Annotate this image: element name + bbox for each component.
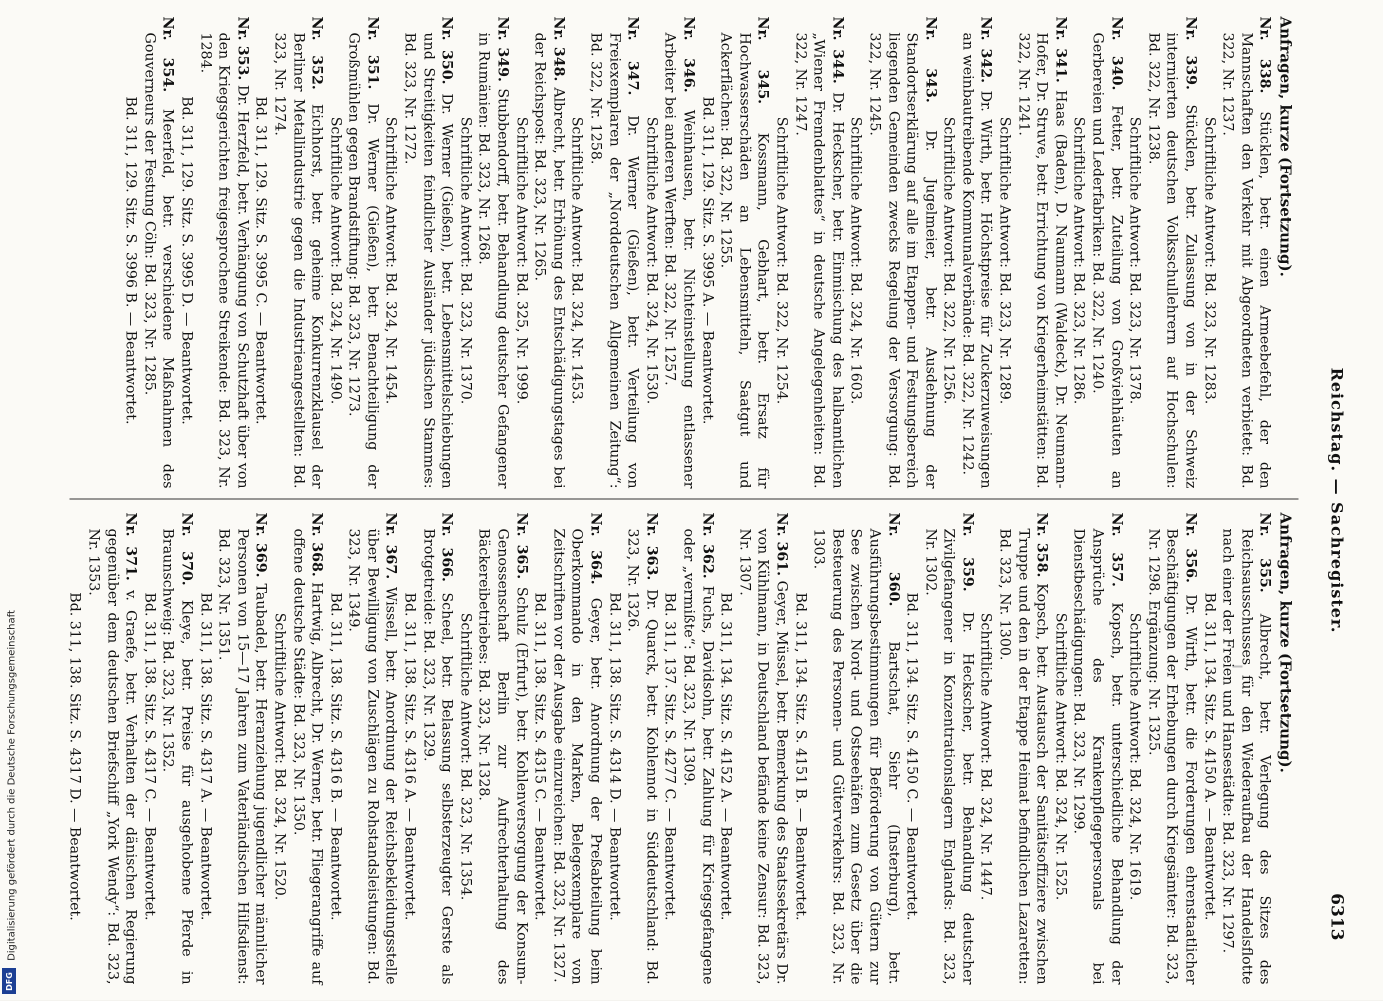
entry-list <box>65 513 1274 985</box>
entry-number: Nr. 369. <box>252 512 269 578</box>
list-item <box>567 17 641 489</box>
entry-number: Nr. 357. <box>1108 512 1125 587</box>
list-item <box>698 17 772 489</box>
list-item <box>939 17 995 489</box>
list-item <box>605 513 661 985</box>
entry-answer: Bd. 311, 129. Sitz. S. 3995 D. — Beantwortet. <box>178 96 195 425</box>
list-item <box>456 17 512 489</box>
entry-number: Nr. 365. <box>513 512 530 580</box>
digitization-note <box>2 590 18 990</box>
digitization-text: Digitalisierung gefördert durch die Deutsche Forschungsgemeinschaft <box>6 610 18 961</box>
entry-number: Nr. 341. <box>1052 16 1069 83</box>
running-title: Reichstag. — Sachregister. <box>1327 367 1347 634</box>
entry-text: Schulz (Erfurt), betr. Kohlenversorgung der Konsum-Genossenschaft Berlin zur Aufrechterhaltung des Bäckereibetriebes: Bd. 323, Nr. 1328. <box>475 528 530 985</box>
entry-number: Nr. 344. <box>829 16 846 84</box>
list-item <box>512 17 568 489</box>
entry-text: Dr. Werner (Gießen), betr. Benachteiligung der Großmühlen gegen Brandstiftung: Bd. 323, Nr. 1273. <box>345 32 381 489</box>
entry-text: Haas (Baden), D. Naumann (Waldeck), Dr. Neumann-Hofer, Dr. Struve, betr. Errichtung von Kriegerheimstätten: Bd. 322, Nr. 1241. <box>1015 32 1069 489</box>
entry-number: Nr. 349. <box>494 16 511 82</box>
entry-answer: Bd. 311, 134. Sitz. S. 4150 C. — Beantwortet. <box>903 592 920 921</box>
entry-answer: Schriftliche Antwort: Bd. 324, Nr. 1490. <box>327 116 344 405</box>
entry-answer: Bd. 311, 138. Sitz. S. 4317 A. — Beantwortet. <box>197 592 214 921</box>
entry-answer: Bd. 311, 134. Sitz. S. 4150 A. — Beantwortet. <box>1201 592 1218 921</box>
entry-number: Nr. 359. <box>959 512 976 592</box>
list-item <box>1200 513 1274 985</box>
entry-text: Geyer, Müssel, betr. Bemerkung des Staatssekretärs Dr. von Kühlmann, in Deutschland befände keine Zensur: Bd. 323, Nr. 1307. <box>736 528 790 985</box>
list-item <box>251 17 325 489</box>
list-item <box>400 513 456 985</box>
entry-text: Geyer, betr. Anordnung der Preßabteilung beim Oberkommando in den Marken, Belegexemplare von Zeitschriften vor der Ausgabe einzureichen: Bd. 323, Nr. 1327. <box>550 528 604 985</box>
entry-text: Kopsch, betr. unterschiedliche Behandlung der Ansprüche des Krankenpflegepersonals bei Dienstbeschädigungen: Bd. 323, Nr. 1299. <box>1070 528 1125 985</box>
entry-text: Dr. Jugelmeier, betr. Ausdehnung der Standortserklärung auf alle im Etappen- und Festungsbereich liegenden Gemeinden zwecks Regelung der Versorgung: Bd. 322, Nr. 1245. <box>866 32 939 489</box>
entry-number: Nr. 371. <box>122 512 139 581</box>
entry-text: Wissell, betr. Anordnung der Reichsbekleidungsstelle über Bewilligung von Zuschlägen zu Rohstandsleistungen: Bd. 323, Nr. 1349. <box>345 528 399 985</box>
entry-text: Kopsch, betr. Austausch der Sanitätsoffiziere zwischen Truppe und den in der Etappe Heimat befindlichen Lazaretten: Bd. 323, Nr. 1300. <box>996 528 1050 985</box>
list-item <box>716 513 790 985</box>
entry-answer: Bd. 311, 129. Sitz. S. 3996 B. — Beantwortet. <box>122 96 139 425</box>
entry-number: Nr. 351. <box>364 16 381 90</box>
entry-number: Nr. 347. <box>624 16 641 96</box>
section-title: Anfragen, kurze (Fortsetzung). <box>1276 16 1295 277</box>
entry-answer: Schriftliche Antwort: Bd. 324, Nr. 1454. <box>383 116 399 405</box>
list-item <box>790 513 902 985</box>
dfg-logo-icon: DFG <box>2 968 16 994</box>
entry-answer: Bd. 311, 138. Sitz. S. 4317 D. — Beantwortet. <box>66 592 83 921</box>
list-item <box>1051 513 1125 985</box>
entry-number: Nr. 356. <box>1182 512 1199 583</box>
page-header <box>1317 61 1347 941</box>
entry-answer: Bd. 311, 137. Sitz. S. 4277 C. — Beantwortet. <box>661 592 678 921</box>
entry-text: Dr. Werner (Gießen), betr. Lebensmittelschiebungen und Streitigkeiten feindlicher Ausländer jüdischen Stammes: Bd. 323, Nr. 1272. <box>401 32 455 489</box>
entry-text: v. Graefe, betr. Verhalten der dänischen Regierung gegenüber dem deutschen Briefschiff „York Wendy“: Bd. 323, Nr. 1353. <box>85 528 139 985</box>
list-item <box>195 513 269 985</box>
entry-text: Bartschat, Siehr (Insterburg), betr. Ausführungsbestimmungen für Beförderung von Gütern zur See zwischen Nord- und Ostseehäfen zum Gesetz über die Besteuerung des Personen- und Güterverkehrs: Bd. 323, Nr. 1303. <box>810 528 902 985</box>
list-item <box>326 513 400 985</box>
list-item <box>270 513 326 985</box>
entry-text: Dr. Wirth, betr. die Forderungen ehrenstaatlicher Beschäftigungen der Erhebungen durch Kriegsämter: Bd. 323, Nr. 1298. Ergänzung: Nr. 1325. <box>1145 528 1199 985</box>
entry-answer: Schriftliche Antwort: Bd. 323, Nr. 1289. <box>996 116 1013 405</box>
entry-number: Nr. 368. <box>308 512 325 577</box>
column-divider <box>70 499 1299 500</box>
entry-text: Dr. Herzfeld, betr. Verhängung von Schutzhaft über von den Kriegsgerichten freigesprochene Streikende: Bd. 323, Nr. 1284. <box>197 32 251 489</box>
entry-answer: Bd. 311, 134. Sitz. S. 4152 A. — Beantwortet. <box>717 592 734 921</box>
entry-number: Nr. 366. <box>438 512 455 582</box>
entry-text: Albrecht, betr. Erhöhung des Entschädigungstages bei der Reichspost: Bd. 323, Nr. 1265. <box>531 32 567 489</box>
entry-answer: Bd. 311, 138. Sitz. S. 4315 C. — Beantwortet. <box>531 592 548 921</box>
list-item <box>140 513 196 985</box>
entry-answer: Bd. 311, 134. Sitz. S. 4151 B. — Beantwortet. <box>792 592 809 921</box>
entry-answer: Schriftliche Antwort: Bd. 323, Nr. 1354. <box>457 612 474 901</box>
entry-answer: Schriftliche Antwort: Bd. 324, Nr. 1603. <box>847 116 864 405</box>
entry-answer: Schriftliche Antwort: Bd. 324, Nr. 1530. <box>643 116 660 405</box>
entry-number: Nr. 339. <box>1182 16 1199 90</box>
entry-answer: Schriftliche Antwort: Bd. 323, Nr. 1370. <box>457 116 474 405</box>
entry-number: Nr. 370. <box>178 512 195 586</box>
right-column <box>60 513 1295 985</box>
list-item <box>642 17 698 489</box>
list-item <box>660 513 716 985</box>
entry-text: Kleye, betr. Preise für ausgehobene Pferde in Braunschweig: Bd. 323, Nr. 1352. <box>159 528 195 985</box>
entry-text: Eichhorst, betr. geheime Konkurrenzklausel der Berliner Metallindustrie gegen die Industrieangestellten: Bd. 323, Nr. 1274. <box>271 32 325 489</box>
list-item <box>902 513 976 985</box>
entry-number: Nr. 353. <box>234 16 251 81</box>
entry-answer: Schriftliche Antwort: Bd. 324, Nr. 1447. <box>978 612 994 901</box>
entry-text: Dr. Heckscher, betr. Einmischung des halbamtlichen „Wiener Fremdenblattes“ in deutsche Angelegenheiten: Bd. 322, Nr. 1247. <box>792 32 846 489</box>
list-item <box>177 17 251 489</box>
entry-answer: Schriftliche Antwort: Bd. 322, Nr. 1256. <box>940 116 957 405</box>
entry-text: Dr. Wirth, betr. Höchstpreise für Zuckerzuweisungen an weinbautreibende Kommunalverbände: Bd. 322, Nr. 1242. <box>959 32 994 489</box>
left-column <box>60 17 1295 489</box>
entry-text: Stücklen, betr. Zulassung von in der Schweiz internierten deutschen Volksschullehrern auf Hochschulen: Bd. 322, Nr. 1238. <box>1145 32 1199 489</box>
entry-number: Nr. 338. <box>1256 16 1273 94</box>
entry-text: Scheel, betr. Belassung selbsterzeugter Gerste als Brotgetreide: Bd. 323, Nr. 1329. <box>420 528 455 985</box>
entry-number: Nr. 360. <box>885 512 902 607</box>
entry-answer: Schriftliche Antwort: Bd. 324, Nr. 1619. <box>1126 612 1143 901</box>
entry-number: Nr. 354. <box>159 16 176 93</box>
entry-answer: Schriftliche Antwort: Bd. 324, Nr. 1453. <box>568 116 585 405</box>
list-item <box>1069 17 1125 489</box>
entry-number: Nr. 348. <box>550 16 567 82</box>
entry-text: Meerfeld, betr. verschiedene Maßnahmen des Gouverneurs der Festung Cöln: Bd. 323, Nr. 1285. <box>141 32 176 489</box>
rotated-page <box>0 1 1383 1001</box>
entry-text: Hartwig, Albrecht, Dr. Werner, betr. Fliegerangriffe auf offene deutsche Städte: Bd. 323, Nr. 1350. <box>290 528 325 985</box>
list-item <box>381 17 455 489</box>
entry-answer: Bd. 311, 138. Sitz. S. 4316 A. — Beantwortet. <box>401 592 418 921</box>
entry-text: Dr. Werner (Gießen), betr. Verteilung von Freiexemplaren der „Norddeutschen Allgemeinen Zeitung“: Bd. 322, Nr. 1258. <box>587 32 641 489</box>
entry-number: Nr. 362. <box>699 512 716 579</box>
list-item <box>65 513 139 985</box>
list-item <box>976 513 1050 985</box>
entry-answer: Schriftliche Antwort: Bd. 324, Nr. 1520. <box>271 612 288 901</box>
list-item <box>456 513 530 985</box>
entry-text: Dr. Heckscher, betr. Behandlung deutscher Zivilgefangener in Konzentrationslagern Englands: Bd. 323, Nr. 1302. <box>922 528 976 985</box>
list-item <box>995 17 1069 489</box>
entry-answer: Schriftliche Antwort: Bd. 323, Nr. 1378. <box>1126 116 1143 405</box>
list-item <box>121 17 177 489</box>
entry-answer: Schriftliche Antwort: Bd. 324, Nr. 1525. <box>1052 612 1069 901</box>
entry-number: Nr. 352. <box>308 16 325 90</box>
section-title: Anfragen, kurze (Fortsetzung). <box>1276 512 1295 773</box>
entry-text: Fuchs, Davidsohn, betr. Zahlung für Kriegsgefangene oder „vermißte“: Bd. 323, Nr. 1309. <box>680 528 716 985</box>
entry-number: Nr. 346. <box>680 16 697 93</box>
entry-text: Taubadel, betr. Heranziehung jugendlicher männlicher Personen von 15—17 Jahren zum Vaterländischen Hilfsdienst: Bd. 323, Nr. 1351. <box>215 528 269 985</box>
list-item <box>1200 17 1274 489</box>
entry-text: Albrecht, betr. Verlegung des Sitzes des Reichsausschusses für den Wiederaufbau der Handelsflotte nach einer der Freien und Hansestädte: Bd. 323, Nr. 1297. <box>1219 528 1273 985</box>
entry-answer: Bd. 311, 138. Sitz. S. 4316 B. — Beantwortet. <box>327 592 344 921</box>
entry-number: Nr. 364. <box>587 512 604 585</box>
entry-answer: Bd. 311, 138. Sitz. S. 4317 C. — Beantwortet. <box>141 592 158 921</box>
entry-number: Nr. 358. <box>1033 512 1050 578</box>
entry-number: Nr. 361. <box>773 512 790 577</box>
entry-text: Weinhausen, betr. Nichteinstellung entlassener Arbeiter bei anderen Werften: Bd. 322, Nr. 1257. <box>661 32 697 489</box>
entry-answer: Schriftliche Antwort: Bd. 323, Nr. 1283. <box>1201 116 1218 405</box>
list-item <box>846 17 939 489</box>
entry-number: Nr. 350. <box>438 16 455 85</box>
entry-text: Kossmann, Gebhart, betr. Ersatz für Hochwasserschäden an Lebensmitteln, Saatgut und Ackerflächen: Bd. 322, Nr. 1255. <box>717 32 771 489</box>
entry-answer: Bd. 311, 129. Sitz. S. 3995 A. — Beantwortet. <box>699 96 716 425</box>
entry-answer: Bd. 311, 129. Sitz. S. 3995 C. — Beantwortet. <box>252 96 269 425</box>
entry-number: Nr. 367. <box>383 512 399 580</box>
list-item <box>1125 513 1199 985</box>
entry-text: Fetter, betr. Zuteilung von Großviehhäuten an Gerbereien und Lederfabriken: Bd. 322, Nr. 1240. <box>1089 32 1125 489</box>
entry-answer: Schriftliche Antwort: Bd. 322, Nr. 1254. <box>773 116 790 405</box>
entry-answer: Schriftliche Antwort: Bd. 323, Nr. 1286. <box>1070 116 1087 405</box>
list-item <box>1125 17 1199 489</box>
entry-number: Nr. 340. <box>1108 16 1125 91</box>
list-item <box>772 17 846 489</box>
entry-text: Dr. Quarck, betr. Kohlennot in Süddeutschland: Bd. 323, Nr. 1326. <box>624 528 660 985</box>
list-item <box>530 513 604 985</box>
entry-list <box>121 17 1274 489</box>
entry-text: Stubbendorff, betr. Behandlung deutscher Gefangener in Rumänien: Bd. 323, Nr. 1268. <box>475 32 511 489</box>
entry-number: Nr. 342. <box>978 16 994 84</box>
page-number: 6313 <box>1326 893 1347 941</box>
entry-number: Nr. 345. <box>754 16 771 105</box>
entry-number: Nr. 363. <box>643 512 660 581</box>
entry-text: Stücklen, betr. einen Armeebefehl, der den Mannschaften den Verkehr mit Abgeordneten verbietet: Bd. 322, Nr. 1237. <box>1219 32 1273 489</box>
entry-answer: Schriftliche Antwort: Bd. 325, Nr. 1999. <box>513 116 530 405</box>
list-item <box>326 17 382 489</box>
entry-answer: Bd. 311, 138. Sitz. S. 4314 D. — Beantwortet. <box>606 592 623 921</box>
entry-number: Nr. 355. <box>1256 512 1273 593</box>
entry-number: Nr. 343. <box>922 16 939 103</box>
